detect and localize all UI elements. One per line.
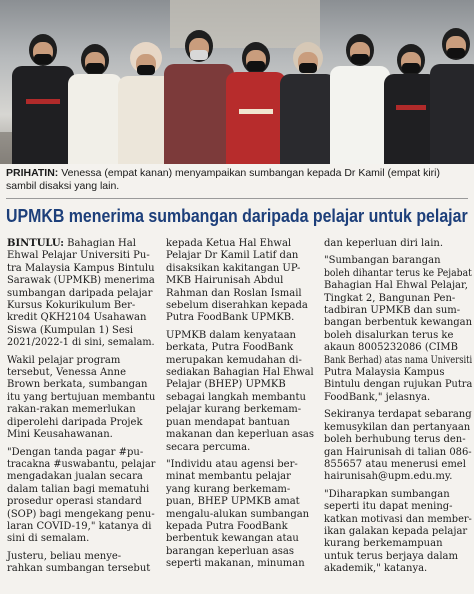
paragraph: dan keperluan diri lain. — [324, 238, 444, 249]
person-figure — [430, 22, 474, 164]
person-figure — [330, 26, 390, 164]
paragraph: Justeru, beliau menye- rahkan sumbangan tersebut — [7, 550, 151, 575]
caption-line-2: sambil disaksi yang lain. — [6, 180, 120, 192]
paragraph: UPMKB dalam kenyataan berkata, Putra FoodBank merupakan kemudahan di- sediakan Bahagian Hal Ehwal Pelajar (BHEP) UPMKB sebagai langkah membantu pelajar kurang berkemam- puan mendapat bantuan makanan dan keperluan asas secara percuma. — [166, 329, 314, 453]
paragraph: "Individu atau agensi ber- minat membantu pelajar yang kurang berkemam- puan, BHEP UPMKB amat mengalu-alukan sumbangan kepada Putra FoodBank berbentuk kewangan atau barangan keperluan asas seperti makanan, minuman — [166, 458, 310, 570]
person-figure — [226, 32, 286, 164]
article-headline: UPMKB menerima sumbangan daripada pelajar untuk pelajar — [6, 206, 468, 226]
person-figure — [12, 24, 74, 164]
paragraph: BINTULU: Bahagian Hal Ehwal Pelajar Universiti Pu- tra Malaysia Kampus Bintulu Sarawak (UPMKB) menerima sumbangan daripada pelajar Kursus Kokurikulum Ber- kredit QKH2104 Usahawan Siswa (Kumpulan 1) Sesi 2021/2022-1 di sini, semalam. — [7, 238, 155, 349]
caption-lead: PRIHATIN: — [6, 167, 59, 179]
paragraph: Wakil pelajar program tersebut, Venessa Anne Brown berkata, sumbangan itu yang bertujuan membantu rakan-rakan memerlukan diperolehi daripada Projek Mini Keusahawanan. — [7, 354, 156, 441]
paragraph: kepada Ketua Hal Ehwal Pelajar Dr Kamil Latif dan disaksikan kakitangan UP- MKB Hairunisah Abdul Rahman dan Roslan Ismail sebelum diserahkan kepada Putra FoodBank UPMKB. — [166, 238, 308, 324]
paragraph: "Dengan tanda pagar #pu- tracakna #uswabantu, pelajar mengadakan jualan secara dalam talian bagi mematuhi prosedur operasi standard (SOP) bagi mengekang penu- laran COVID-19," katanya di sini di semalam. — [7, 446, 156, 545]
article-photo — [0, 0, 474, 164]
caption-divider — [6, 198, 468, 199]
article-column-3 — [324, 238, 472, 581]
person-figure — [280, 36, 336, 164]
dateline: BINTULU: — [7, 238, 64, 249]
paragraph: "Sumbangan barangan boleh dihantar terus ke Pejabat Bahagian Hal Ehwal Pelajar, Tingkat 2, Bangunan Pen- tadbiran UPMKB dan sum- bangan berbentuk kewangan boleh disalurkan terus ke akaun 8005232086 (CIMB Bank Berhad) atas nama Universiti Putra Malaysia Kampus Bintulu dengan rujukan Putra FoodBank," jelasnya. — [324, 255, 473, 403]
person-figure — [68, 36, 122, 164]
photo-caption — [6, 167, 468, 193]
paragraph: Sekiranya terdapat sebarang kemusykilan dan pertanyaan boleh berhubung terus den- gan Hairunisah di talian 086- 855657 atau menerusi emel hairunisah@upm.edu.my. — [324, 409, 472, 483]
caption-line-1: Venessa (empat kanan) menyampaikan sumbangan kepada Dr Kamil (empat kiri) — [61, 167, 441, 179]
article-column-1 — [7, 238, 155, 581]
person-figure — [164, 24, 234, 164]
paragraph: "Diharapkan sumbangan seperti itu dapat mening- katkan motivasi dan member- ikan galakan kepada pelajar kurang berkemampuan untuk terus berjaya dalam akademik," katanya. — [324, 488, 472, 575]
article-column-2 — [166, 238, 314, 576]
